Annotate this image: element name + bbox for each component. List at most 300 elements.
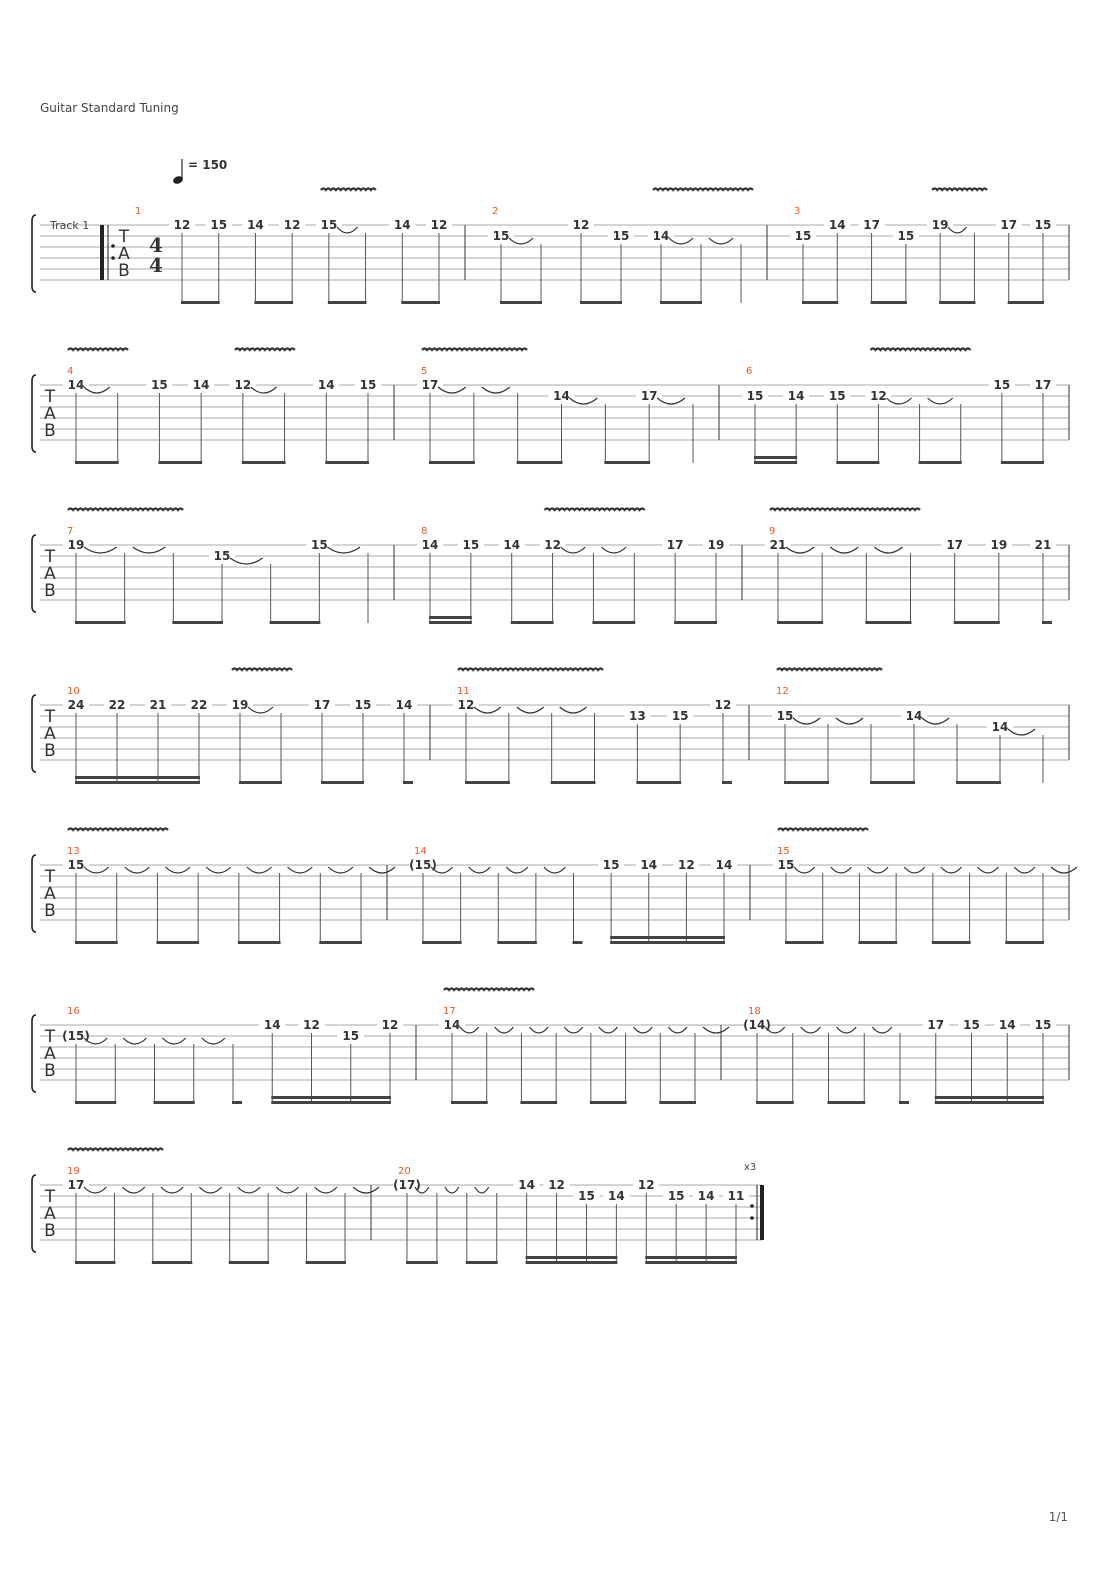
vibrato-mark <box>232 669 292 671</box>
tie-arc <box>353 1187 379 1193</box>
fret-number: 15 <box>67 858 85 872</box>
measure-number: 2 <box>492 206 499 217</box>
beam <box>172 621 223 624</box>
beam <box>75 621 126 624</box>
beam <box>526 1261 618 1264</box>
tie-arc <box>122 1187 144 1193</box>
tie-arc <box>836 718 863 724</box>
fret-number: 15 <box>210 218 228 232</box>
beam <box>406 1261 438 1264</box>
beam-secondary <box>75 776 200 779</box>
fret-number: 21 <box>1034 538 1052 552</box>
tempo-marking: = 150 <box>188 158 228 172</box>
tie-arc <box>247 867 272 873</box>
fret-number: 22 <box>190 698 208 712</box>
beam <box>756 1101 794 1104</box>
fret-number: 17 <box>67 1178 85 1192</box>
vibrato-mark <box>870 349 970 351</box>
fret-number: 14 <box>998 1018 1016 1032</box>
measure-number: 18 <box>748 1006 761 1017</box>
fret-number: 14 <box>905 709 923 723</box>
fret-number: 12 <box>283 218 301 232</box>
beam <box>181 301 220 304</box>
beam <box>497 941 537 944</box>
beam <box>238 941 281 944</box>
fret-number: 17 <box>1034 378 1052 392</box>
tab-clef-letter-t: T <box>44 1187 56 1207</box>
tie-arc <box>445 1187 459 1193</box>
repeat-count: x3 <box>744 1162 757 1173</box>
beam <box>75 781 200 784</box>
beam <box>580 301 622 304</box>
beam <box>270 621 321 624</box>
beam <box>828 1101 866 1104</box>
system-brace <box>32 375 36 452</box>
fret-number: 15 <box>602 858 620 872</box>
fret-number: 12 <box>430 218 448 232</box>
tie-arc <box>123 1038 146 1044</box>
beam <box>466 1261 498 1264</box>
fret-number: 15 <box>1034 218 1052 232</box>
beam <box>1005 941 1044 944</box>
beam <box>610 941 725 944</box>
fret-number: 12 <box>457 698 475 712</box>
tuning-label: Guitar Standard Tuning <box>40 101 179 115</box>
tab-clef-letter-t: T <box>44 547 56 567</box>
tie-arc <box>517 707 544 713</box>
fret-number: 17 <box>640 389 658 403</box>
fret-number: 15 <box>746 389 764 403</box>
fret-number: 14 <box>518 1178 535 1192</box>
vibrato-mark <box>68 349 128 351</box>
fret-number: 14 <box>317 378 335 392</box>
tie-arc <box>161 1187 183 1193</box>
fret-number: 15 <box>578 1189 595 1203</box>
fret-number: 14 <box>697 1189 715 1203</box>
tie-arc <box>709 238 733 244</box>
tie-arc <box>928 398 953 404</box>
measure-number: 12 <box>776 686 789 697</box>
fret-number: 19 <box>990 538 1008 552</box>
fret-number: 12 <box>173 218 191 232</box>
fret-number: 14 <box>828 218 846 232</box>
fret-number: 14 <box>192 378 210 392</box>
beam <box>328 301 367 304</box>
flag <box>722 781 732 784</box>
flag <box>403 781 413 784</box>
fret-number: 12 <box>234 378 252 392</box>
fret-number: 14 <box>247 218 264 232</box>
measure-number: 10 <box>67 686 80 697</box>
tie-arc <box>133 547 166 553</box>
tie-arc <box>315 1187 337 1193</box>
beam <box>636 781 681 784</box>
tie-arc <box>482 387 510 393</box>
tie-arc <box>874 547 902 553</box>
tie-arc <box>529 1027 548 1033</box>
fret-number: 14 <box>608 1189 625 1203</box>
tie-arc <box>1051 867 1077 873</box>
beam <box>422 941 462 944</box>
tab-clef-letter-b: B <box>118 261 130 281</box>
vibrato-mark <box>68 509 183 511</box>
beam <box>858 941 897 944</box>
flag <box>573 941 583 944</box>
fret-number: 22 <box>108 698 126 712</box>
tab-clef-letter-b: B <box>44 741 56 761</box>
beam <box>242 461 286 464</box>
fret-number: 19 <box>931 218 949 232</box>
fret-number: 14 <box>503 538 521 552</box>
beam <box>511 621 554 624</box>
measure-number: 5 <box>421 366 428 377</box>
fret-number: 15 <box>492 229 510 243</box>
tie-arc <box>163 1038 186 1044</box>
fret-number: 15 <box>777 858 795 872</box>
vibrato-mark <box>68 829 168 831</box>
tab-clef-letter-b: B <box>44 901 56 921</box>
time-signature-top: 4 <box>149 233 163 257</box>
tab-clef-letter-a: A <box>44 564 56 584</box>
tie-arc <box>837 1027 857 1033</box>
beam-secondary <box>526 1256 618 1259</box>
beam <box>956 781 1001 784</box>
beam <box>954 621 1000 624</box>
vibrato-mark <box>68 1149 163 1151</box>
beam <box>871 301 907 304</box>
beam <box>319 941 362 944</box>
vibrato-mark <box>770 509 920 511</box>
tie-arc <box>165 867 190 873</box>
beam <box>75 1261 115 1264</box>
tie-arc <box>238 1187 260 1193</box>
measure-number: 15 <box>777 846 790 857</box>
vibrato-mark <box>422 349 527 351</box>
fret-number: 14 <box>640 858 658 872</box>
tab-clef-letter-t: T <box>118 227 130 247</box>
fret-number: 17 <box>1000 218 1018 232</box>
fret-number: 14 <box>553 389 570 403</box>
fret-number: 12 <box>544 538 561 552</box>
tab-clef-letter-t: T <box>44 387 56 407</box>
tab-clef-letter-a: A <box>44 404 56 424</box>
fret-number: 15 <box>667 1189 685 1203</box>
vibrato-mark <box>458 669 603 671</box>
fret-number: 17 <box>927 1018 945 1032</box>
tab-clef-letter-b: B <box>44 1221 56 1241</box>
tab-clef-letter-b: B <box>44 581 56 601</box>
beam <box>152 1261 192 1264</box>
fret-number: 15 <box>213 549 231 563</box>
beam <box>870 781 915 784</box>
tie-arc <box>801 1027 821 1033</box>
beam <box>659 1101 696 1104</box>
fret-number: 15 <box>1034 1018 1052 1032</box>
tie-arc <box>199 1187 221 1193</box>
tie-arc <box>978 867 999 873</box>
beam <box>229 1261 269 1264</box>
flag <box>899 1101 909 1104</box>
fret-number: 14 <box>787 389 805 403</box>
tie-arc <box>288 867 313 873</box>
beam-secondary <box>429 616 472 619</box>
flag <box>232 1101 242 1104</box>
fret-number: 14 <box>263 1018 281 1032</box>
fret-number: 12 <box>303 1018 320 1032</box>
fret-number: 15 <box>342 1029 360 1043</box>
fret-number: 15 <box>794 229 812 243</box>
tie-arc <box>941 867 962 873</box>
fret-number: 14 <box>395 698 413 712</box>
tie-arc <box>369 867 395 873</box>
tie-arc <box>904 867 925 873</box>
beam <box>401 301 440 304</box>
beam <box>935 1101 1044 1104</box>
vibrato-mark <box>545 509 645 511</box>
beam <box>784 781 829 784</box>
fret-number: 17 <box>421 378 439 392</box>
repeat-dot <box>111 244 115 248</box>
beam <box>802 301 838 304</box>
beam <box>939 301 975 304</box>
beam <box>271 1101 391 1104</box>
fret-number: 21 <box>149 698 167 712</box>
beam-secondary <box>645 1256 737 1259</box>
beam <box>777 621 823 624</box>
tab-clef-letter-a: A <box>118 244 130 264</box>
tie-arc <box>469 867 491 873</box>
system-brace <box>32 215 36 292</box>
beam <box>590 1101 627 1104</box>
fret-number: 15 <box>776 709 794 723</box>
tie-arc <box>206 867 231 873</box>
fret-number: 19 <box>707 538 725 552</box>
repeat-dot <box>111 256 115 260</box>
vibrato-mark <box>932 189 987 191</box>
tab-clef-letter-a: A <box>44 884 56 904</box>
tie-arc <box>703 1027 729 1033</box>
beam <box>785 941 824 944</box>
beam <box>1008 301 1044 304</box>
fret-number: 14 <box>443 1018 461 1032</box>
beam-secondary <box>610 936 725 939</box>
beam <box>306 1261 346 1264</box>
time-signature-bottom: 4 <box>149 253 163 277</box>
tab-clef-letter-t: T <box>44 707 56 727</box>
tie-arc <box>544 867 566 873</box>
fret-number: (14) <box>743 1018 771 1032</box>
tie-arc <box>202 1038 225 1044</box>
tie-arc <box>634 1027 653 1033</box>
fret-number: 17 <box>863 218 880 232</box>
beam <box>500 301 542 304</box>
beam <box>75 941 118 944</box>
end-repeat-thick-bar <box>760 1185 764 1240</box>
tab-clef-letter-b: B <box>44 1061 56 1081</box>
flag <box>1042 621 1052 624</box>
system-brace <box>32 695 36 772</box>
beam <box>865 621 911 624</box>
fret-number: 12 <box>870 389 887 403</box>
fret-number: 15 <box>612 229 630 243</box>
fret-number: 15 <box>828 389 846 403</box>
tie-arc <box>560 707 587 713</box>
beam <box>836 461 879 464</box>
tie-arc <box>506 867 528 873</box>
beam-secondary <box>935 1096 1044 1099</box>
measure-number: 20 <box>398 1166 411 1177</box>
fret-number: 14 <box>715 858 733 872</box>
vibrato-mark <box>777 669 882 671</box>
measure-number: 1 <box>135 206 142 217</box>
measure-number: 16 <box>67 1006 80 1017</box>
measure-number: 13 <box>67 846 80 857</box>
fret-number: 12 <box>548 1178 565 1192</box>
vibrato-mark <box>778 829 868 831</box>
tie-arc <box>867 867 888 873</box>
beam <box>75 1101 116 1104</box>
beam <box>932 941 971 944</box>
beam <box>551 781 596 784</box>
measure-number: 3 <box>794 206 801 217</box>
fret-number: 13 <box>628 709 646 723</box>
measure-number: 7 <box>67 526 74 537</box>
measure-number: 6 <box>746 366 753 377</box>
fret-number: 14 <box>67 378 85 392</box>
beam <box>75 461 119 464</box>
fret-number: 15 <box>310 538 328 552</box>
beam <box>254 301 293 304</box>
system-brace <box>32 1175 36 1252</box>
tab-clef-letter-t: T <box>44 867 56 887</box>
beam <box>429 461 475 464</box>
tie-arc <box>495 1027 514 1033</box>
fret-number: 15 <box>993 378 1011 392</box>
beam <box>321 781 364 784</box>
repeat-dot <box>750 1216 754 1220</box>
beam <box>158 461 202 464</box>
beam <box>660 301 702 304</box>
measure-number: 9 <box>769 526 776 537</box>
measure-number: 14 <box>414 846 427 857</box>
fret-number: 15 <box>671 709 689 723</box>
tab-clef-letter-a: A <box>44 1044 56 1064</box>
beam <box>674 621 717 624</box>
fret-number: 15 <box>320 218 338 232</box>
vibrato-mark <box>444 989 534 991</box>
tie-arc <box>125 867 150 873</box>
beam <box>517 461 563 464</box>
fret-number: 12 <box>572 218 590 232</box>
vibrato-mark <box>321 189 376 191</box>
beam <box>451 1101 488 1104</box>
tie-arc <box>601 547 626 553</box>
beam <box>154 1101 195 1104</box>
tie-arc <box>830 547 858 553</box>
fret-number: 15 <box>354 698 372 712</box>
fret-number: 15 <box>462 538 480 552</box>
tab-clef-letter-a: A <box>44 724 56 744</box>
fret-number: 19 <box>231 698 249 712</box>
fret-number: 14 <box>393 218 411 232</box>
tie-arc <box>276 1187 298 1193</box>
vibrato-mark <box>235 349 295 351</box>
tab-clef-letter-t: T <box>44 1027 56 1047</box>
fret-number: (17) <box>393 1178 421 1192</box>
fret-number: 12 <box>381 1018 399 1032</box>
tie-arc <box>831 867 852 873</box>
beam <box>239 781 282 784</box>
beam-secondary <box>271 1096 391 1099</box>
fret-number: 17 <box>666 538 684 552</box>
beam <box>520 1101 557 1104</box>
measure-number: 17 <box>443 1006 456 1017</box>
beam <box>1001 461 1044 464</box>
beam <box>156 941 199 944</box>
beam <box>645 1261 737 1264</box>
measure-number: 11 <box>457 686 470 697</box>
beam-secondary <box>754 456 797 459</box>
beam <box>325 461 369 464</box>
fret-number: 14 <box>421 538 439 552</box>
system-brace <box>32 1015 36 1092</box>
page-number: 1/1 <box>1048 1510 1068 1524</box>
fret-number: 12 <box>637 1178 655 1192</box>
tie-arc <box>564 1027 583 1033</box>
beam <box>754 461 797 464</box>
tie-arc <box>328 867 353 873</box>
beam <box>429 621 472 624</box>
repeat-thick-bar <box>100 225 104 280</box>
tab-clef-letter-b: B <box>44 421 56 441</box>
fret-number: 17 <box>313 698 331 712</box>
track-name: Track 1 <box>50 219 90 232</box>
measure-number: 4 <box>67 366 74 377</box>
fret-number: 12 <box>714 698 732 712</box>
measure-number: 8 <box>421 526 428 537</box>
fret-number: 11 <box>727 1189 745 1203</box>
tie-arc <box>599 1027 618 1033</box>
beam <box>592 621 635 624</box>
vibrato-mark <box>653 189 753 191</box>
fret-number: 15 <box>151 378 168 392</box>
fret-number: 15 <box>897 229 915 243</box>
fret-number: 15 <box>359 378 377 392</box>
beam <box>465 781 510 784</box>
fret-number: 21 <box>769 538 787 552</box>
fret-number: 15 <box>963 1018 980 1032</box>
fret-number: (15) <box>409 858 437 872</box>
tab-clef-letter-a: A <box>44 1204 56 1224</box>
fret-number: 24 <box>67 698 85 712</box>
fret-number: (15) <box>62 1029 90 1043</box>
fret-number: 17 <box>946 538 964 552</box>
tie-arc <box>1014 867 1035 873</box>
tie-arc <box>668 1027 687 1033</box>
beam <box>604 461 650 464</box>
repeat-dot <box>750 1204 754 1208</box>
beam <box>919 461 962 464</box>
system-brace <box>32 535 36 612</box>
fret-number: 19 <box>67 538 85 552</box>
fret-number: 12 <box>678 858 695 872</box>
system-brace <box>32 855 36 932</box>
tie-arc <box>475 1187 489 1193</box>
tie-arc <box>872 1027 892 1033</box>
fret-number: 14 <box>991 720 1009 734</box>
fret-number: 14 <box>652 229 670 243</box>
measure-number: 19 <box>67 1166 80 1177</box>
